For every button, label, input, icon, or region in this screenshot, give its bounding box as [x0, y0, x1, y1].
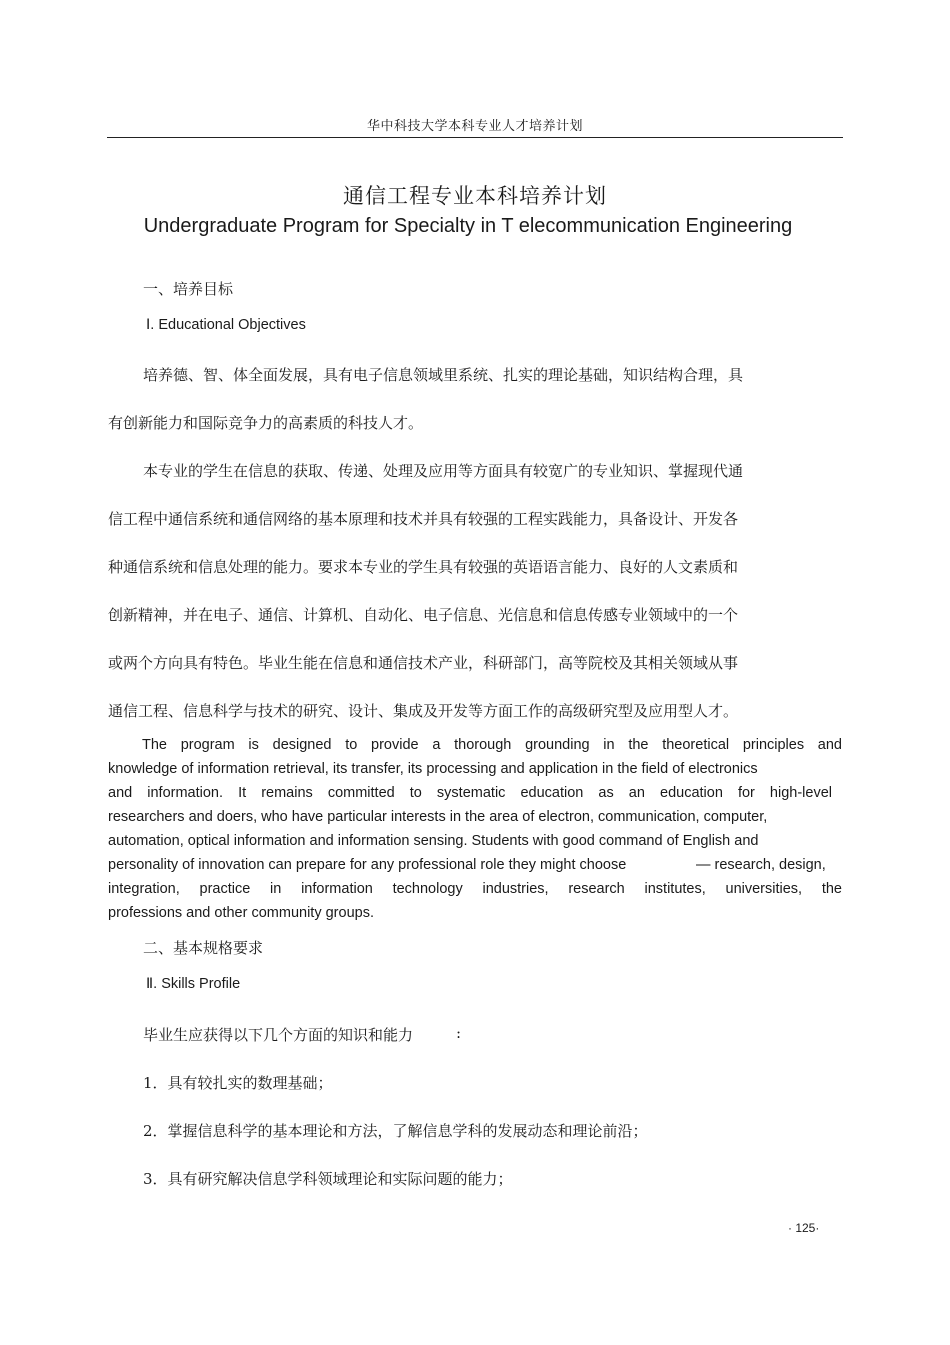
objective-paragraph-2-line: 本专业的学生在信息的获取、传递、处理及应用等方面具有较宽广的专业知识、掌握现代通	[143, 462, 744, 480]
section-1-heading-cn: 一、培养目标	[143, 280, 234, 298]
document-title-en: Undergraduate Program for Specialty in T elecommunication Engineering	[143, 215, 793, 237]
section-2-heading-en: Ⅱ. Skills Profile	[146, 976, 241, 992]
objective-en-line: professions and other community groups.	[108, 905, 374, 921]
objective-paragraph-1-line: 有创新能力和国际竞争力的高素质的科技人才。	[108, 414, 424, 432]
objective-en-line: and information. It remains committed to systematic education as an education for high-level	[108, 785, 832, 801]
objective-paragraph-en	[108, 733, 842, 925]
skill-item: 2．掌握信息科学的基本理论和方法，了解信息学科的发展动态和理论前沿；	[143, 1122, 648, 1140]
header-divider	[107, 137, 843, 138]
section-2-heading-cn: 二、基本规格要求	[143, 939, 264, 957]
objective-paragraph-1-line: 培养德、智、体全面发展，具有电子信息领域里系统、扎实的理论基础，知识结构合理，具	[143, 366, 744, 384]
objective-paragraph-2-line: 或两个方向具有特色。毕业生能在信息和通信技术产业，科研部门，高等院校及其相关领域从事	[108, 654, 739, 672]
objective-en-line: knowledge of information retrieval, its transfer, its processing and application in the field of electronics	[108, 761, 758, 777]
objective-paragraph-2-line: 种通信系统和信息处理的能力。要求本专业的学生具有较强的英语语言能力、良好的人文素质和	[108, 558, 739, 576]
page-number: · 125·	[788, 1221, 820, 1235]
objective-en-line: integration, practice in information technology industries, research institutes, universities, the	[108, 881, 842, 897]
objective-en-line: automation, optical information and information sensing. Students with good command of English and	[108, 833, 759, 849]
objective-paragraph-2-line: 创新精神，并在电子、通信、计算机、自动化、电子信息、光信息和信息传感专业领域中的一个	[108, 606, 739, 624]
section-1-heading-en: Ⅰ. Educational Objectives	[146, 317, 306, 333]
skills-intro: 毕业生应获得以下几个方面的知识和能力	[143, 1026, 414, 1044]
document-title-cn: 通信工程专业本科培养计划	[343, 184, 607, 208]
objective-paragraph-2-line: 信工程中通信系统和通信网络的基本原理和技术并具有较强的工程实践能力，具备设计、开发各	[108, 510, 739, 528]
objective-en-line: researchers and doers, who have particular interests in the area of electron, communication, computer,	[108, 809, 768, 825]
objective-en-line: — research, design,	[696, 857, 826, 873]
objective-en-line: The program is designed to provide a thorough grounding in the theoretical principles and	[142, 737, 842, 753]
objective-en-line-group	[108, 853, 832, 877]
skill-item: 3．具有研究解决信息学科领域理论和实际问题的能力；	[143, 1170, 513, 1188]
running-header: 华中科技大学本科专业人才培养计划	[366, 119, 583, 134]
objective-paragraph-2-line: 通信工程、信息科学与技术的研究、设计、集成及开发等方面工作的高级研究型及应用型人才。	[108, 702, 739, 720]
skills-intro-colon: :	[456, 1024, 462, 1042]
objective-en-line: personality of innovation can prepare for any professional role they might choose	[108, 857, 627, 873]
skill-item: 1．具有较扎实的数理基础；	[143, 1074, 333, 1092]
